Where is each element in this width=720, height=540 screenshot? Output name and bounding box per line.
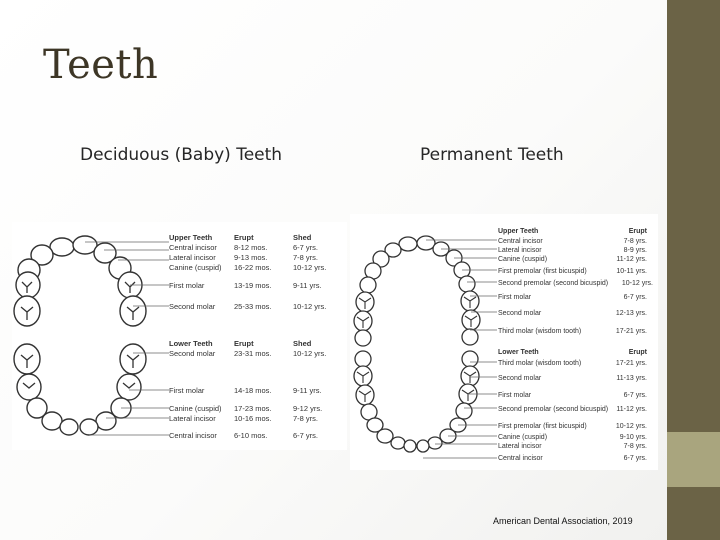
side-band-bottom	[667, 487, 720, 540]
upper-row-label: Canine (cuspid)	[169, 263, 222, 272]
upper-row-label: Central incisor	[498, 238, 543, 245]
lower-row-label: Second premolar (second bicuspid)	[498, 406, 609, 413]
lower-row-label: Second molar	[498, 375, 542, 382]
upper-row-label: First molar	[169, 281, 205, 290]
permanent-teeth-chart	[350, 214, 658, 470]
upper-row-label: Second molar	[169, 302, 216, 311]
lower-row-label: Second molar	[169, 349, 216, 358]
upper-row-shed: 6-7 yrs.	[293, 243, 319, 252]
lower-row-label: Lateral incisor	[498, 443, 542, 450]
deciduous-teeth-chart	[12, 222, 347, 450]
lower-header-erupt: Erupt	[628, 349, 647, 356]
lower-row-label: First molar	[169, 386, 205, 395]
permanent-heading: Permanent Teeth	[420, 145, 564, 165]
lower-row-shed: 6-7 yrs.	[293, 431, 319, 440]
lower-row-erupt: 11-12 yrs.	[616, 406, 647, 413]
lower-row-shed: 9-11 yrs.	[293, 386, 322, 395]
lower-row-label: Third molar (wisdom tooth)	[498, 360, 582, 367]
side-band-dark	[667, 0, 720, 432]
upper-row-label: Lateral incisor	[498, 247, 542, 254]
lower-row-shed: 10-12 yrs.	[293, 349, 327, 358]
upper-row-erupt: 8-9 yrs.	[623, 247, 647, 254]
lower-row-erupt: 6-7 yrs.	[623, 392, 647, 399]
upper-row-label: First premolar (first bicuspid)	[498, 268, 587, 275]
upper-row-erupt: 13-19 mos.	[234, 281, 272, 290]
lower-row-erupt: 6-10 mos.	[234, 431, 268, 440]
upper-row-label: Second molar	[498, 310, 542, 317]
lower-row-erupt: 17-21 yrs.	[615, 360, 647, 367]
permanent-upper-arch	[354, 236, 480, 346]
lower-header-label: Lower Teeth	[498, 349, 539, 356]
lower-row-label: First molar	[498, 392, 532, 399]
upper-row-erupt: 12-13 yrs.	[615, 310, 647, 317]
side-band-light	[667, 432, 720, 487]
lower-row-erupt: 14-18 mos.	[234, 386, 272, 395]
lower-row-label: Central incisor	[169, 431, 217, 440]
upper-row-erupt: 10-11 yrs.	[616, 268, 647, 275]
upper-row-erupt: 9-13 mos.	[234, 253, 268, 262]
deciduous-upper-table	[169, 233, 326, 311]
lower-row-erupt: 11-13 yrs.	[616, 375, 647, 382]
lower-row-erupt: 6-7 yrs.	[623, 455, 647, 462]
upper-row-erupt: 6-7 yrs.	[623, 294, 647, 301]
lower-header-erupt: Erupt	[234, 339, 254, 348]
upper-row-shed: 10-12 yrs.	[293, 263, 327, 272]
lower-row-label: Lateral incisor	[169, 414, 216, 423]
upper-row-erupt: 7-8 yrs.	[623, 238, 647, 245]
lower-row-erupt: 10-12 yrs.	[615, 423, 647, 430]
upper-row-erupt: 16-22 mos.	[234, 263, 272, 272]
deciduous-lower-arch	[14, 344, 146, 435]
lower-row-erupt: 23-31 mos.	[234, 349, 272, 358]
slide-title: Teeth	[43, 42, 159, 88]
upper-row-shed: 10-12 yrs.	[293, 302, 327, 311]
upper-row-label: First molar	[498, 294, 532, 301]
deciduous-upper-arch	[14, 236, 146, 326]
lower-row-shed: 9-12 yrs.	[293, 404, 323, 413]
deciduous-heading: Deciduous (Baby) Teeth	[80, 145, 283, 165]
upper-row-erupt: 8-12 mos.	[234, 243, 268, 252]
lower-row-label: Canine (cuspid)	[169, 404, 222, 413]
lower-row-label: Central incisor	[498, 455, 543, 462]
lower-row-erupt: 7-8 yrs.	[623, 443, 647, 450]
lower-row-shed: 7-8 yrs.	[293, 414, 319, 423]
lower-row-erupt: 10-16 mos.	[234, 414, 272, 423]
lower-row-erupt: 9-10 yrs.	[619, 434, 647, 441]
upper-row-label: Third molar (wisdom tooth)	[498, 328, 582, 335]
lower-header-label: Lower Teeth	[169, 339, 213, 348]
upper-row-label: Canine (cuspid)	[498, 256, 548, 263]
upper-header-erupt: Erupt	[234, 233, 254, 242]
upper-row-erupt: 25-33 mos.	[234, 302, 272, 311]
lower-row-label: Canine (cuspid)	[498, 434, 548, 441]
upper-row-label: Second premolar (second bicuspid)	[498, 280, 609, 287]
upper-row-label: Lateral incisor	[169, 253, 216, 262]
lower-row-erupt: 17-23 mos.	[234, 404, 272, 413]
upper-header-label: Upper Teeth	[498, 228, 539, 235]
upper-row-erupt: 17-21 yrs.	[615, 328, 647, 335]
upper-row-label: Central incisor	[169, 243, 217, 252]
permanent-lower-table	[498, 349, 648, 462]
lower-row-label: First premolar (first bicuspid)	[498, 423, 587, 430]
permanent-upper-table	[498, 228, 653, 335]
permanent-lower-arch	[354, 351, 479, 452]
upper-header-erupt: Erupt	[628, 228, 647, 235]
upper-row-shed: 7-8 yrs.	[293, 253, 319, 262]
deciduous-lower-table	[169, 339, 326, 440]
lower-header-shed: Shed	[293, 339, 312, 348]
upper-header-label: Upper Teeth	[169, 233, 213, 242]
upper-row-shed: 9-11 yrs.	[293, 281, 322, 290]
upper-header-shed: Shed	[293, 233, 312, 242]
upper-row-erupt: 10-12 yrs.	[621, 280, 653, 287]
source-caption: American Dental Association, 2019	[493, 516, 633, 526]
upper-row-erupt: 11-12 yrs.	[616, 256, 647, 263]
